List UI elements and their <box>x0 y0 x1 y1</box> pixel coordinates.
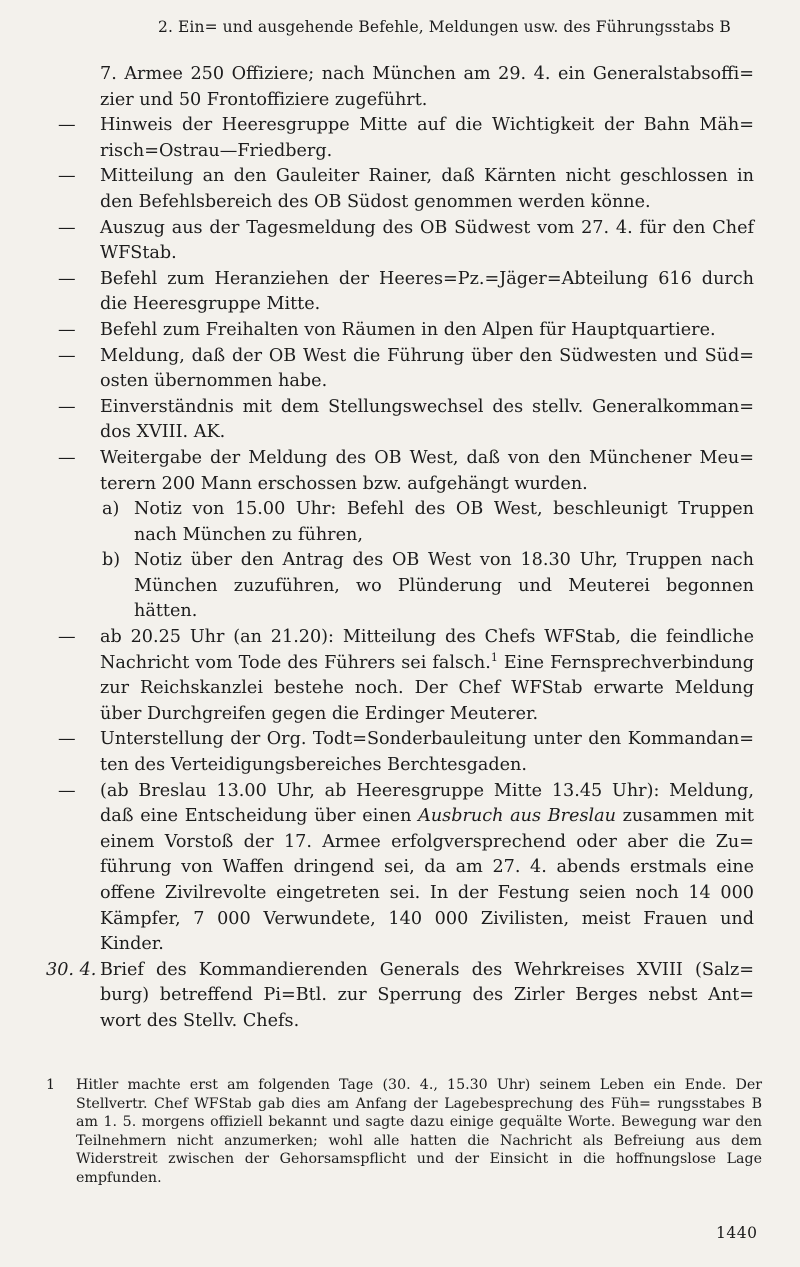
entry-text-cont: Eine Fernsprechverbindung zur Reichskanzlei bestehe noch. Der Chef WFStab erwarte Meldung über Durchgreifen gegen die Erdinger Meuterer. <box>100 652 754 724</box>
subitem-label: a) <box>102 499 120 520</box>
entry-bahn <box>0 113 800 164</box>
running-header: 2. Ein= und ausgehende Befehle, Meldungen usw. des Führungsstabs B <box>158 18 731 36</box>
entry-meuterer <box>0 446 800 497</box>
footnote-section <box>0 1076 800 1188</box>
dash-marker: — <box>58 396 76 417</box>
entry-ob-west-fuehrung <box>0 344 800 395</box>
subitem-text: Notiz von 15.00 Uhr: Befehl des OB West, beschleunigt Truppen nach München zu führen, <box>134 499 754 545</box>
dash-marker: — <box>58 447 76 468</box>
entry-date-30-4 <box>0 958 800 1035</box>
footnote-number: 1 <box>46 1077 56 1093</box>
subitem-b <box>0 548 800 625</box>
entry-org-todt <box>0 727 800 778</box>
dash-marker: — <box>58 217 76 238</box>
entry-text: Mitteilung an den Gauleiter Rainer, daß Kärnten nicht geschlossen in den Befehlsbereich des OB Südost genommen werden könne. <box>100 166 754 212</box>
entry-fuehrer-nachricht <box>0 625 800 727</box>
page-number: 1440 <box>716 1224 758 1242</box>
continuation-text: 7. Armee 250 Offiziere; nach München am 29. 4. ein Generalstabsoffi= zier und 50 Frontoffiziere zugeführt. <box>100 64 754 110</box>
dash-marker: — <box>58 345 76 366</box>
entry-text: Brief des Kommandierenden Generals des Wehrkreises XVIII (Salz= burg) betreffend Pi=Btl. zur Sperrung des Zirler Berges nebst Ant= wort des Stellv. Chefs. <box>100 959 754 1031</box>
subitem-a <box>0 497 800 548</box>
entry-emphasis: Ausbruch aus Breslau <box>418 806 616 827</box>
entry-text: Weitergabe der Meldung des OB West, daß von den Münchener Meu= terern 200 Mann erschossen bzw. aufgehängt wurden. <box>100 447 754 494</box>
entry-stellungswechsel <box>0 395 800 446</box>
subitem-text: Notiz über den Antrag des OB West von 18.30 Uhr, Truppen nach München zuzuführen, wo Plünderung und Meuterei begonnen hätten. <box>134 550 754 622</box>
entry-text: Auszug aus der Tagesmeldung des OB Südwest vom 27. 4. für den Chef WFStab. <box>100 217 754 264</box>
page-body <box>0 62 800 1035</box>
entry-breslau <box>0 779 800 958</box>
entry-text: Befehl zum Heranziehen der Heeres=Pz.=Jäger=Abteilung 616 durch die Heeresgruppe Mitte. <box>100 268 754 315</box>
footnote-text: Hitler machte erst am folgenden Tage (30. 4., 15.30 Uhr) seinem Leben ein Ende. Der Stellvertr. Chef WFStab gab dies am Anfang der Lagebesprechung des Füh= rungsstabes B am 1. 5. morgens offiziell bekannt und sagte dazu einige gequälte Worte. Bewegung war den Teilnehmern nicht anzumerken; wohl alle hatten die Nachricht als Befreiung aus dem Widerstreit zwischen der Gehorsamspflicht und der Einsicht in die hoffnungslose Lage empfunden. <box>76 1077 762 1186</box>
entry-text: Unterstellung der Org. Todt=Sonderbauleitung unter den Kommandan= ten des Verteidigungsbereiches Berchtesgaden. <box>100 729 754 776</box>
subitem-label: b) <box>102 550 121 571</box>
dash-marker: — <box>58 729 76 750</box>
entry-auszug <box>0 216 800 267</box>
dash-marker: — <box>58 319 76 340</box>
dash-marker: — <box>58 268 76 289</box>
dash-marker: — <box>58 166 76 187</box>
footnote-reference[interactable]: 1 <box>490 650 498 664</box>
entry-alpen <box>0 318 800 344</box>
dash-marker: — <box>58 115 76 136</box>
entry-text: Befehl zum Freihalten von Räumen in den Alpen für Hauptquartiere. <box>100 319 716 340</box>
entry-gauleiter <box>0 164 800 215</box>
footnote-1 <box>0 1076 800 1188</box>
dash-marker: — <box>58 627 76 648</box>
entry-text: ab 20.25 Uhr (an 21.20): Mitteilung des Chefs WFStab, die feindliche Nachricht vom Tode des Führers sei falsch. <box>100 627 754 673</box>
entry-text: Meldung, daß der OB West die Führung über den Südwesten und Süd= osten übernommen habe. <box>100 345 754 392</box>
dash-marker: — <box>58 780 76 801</box>
entry-text: Hinweis der Heeresgruppe Mitte auf die Wichtigkeit der Bahn Mäh= risch=Ostrau—Friedberg. <box>100 115 754 161</box>
date-marker: 30. 4. <box>46 959 97 980</box>
entry-text: Einverständnis mit dem Stellungswechsel des stellv. Generalkomman= dos XVIII. AK. <box>100 396 754 443</box>
entry-text: (ab Breslau 13.00 Uhr, ab Heeresgruppe Mitte 13.45 Uhr): Meldung, daß eine Entscheidung über einen <box>100 780 754 827</box>
entry-pz-jaeger <box>0 267 800 318</box>
entry-text-cont: zusammen mit einem Vorstoß der 17. Armee erfolgversprechend oder aber die Zu= führung von Waffen dringend sei, da am 27. 4. abends erstmals eine offene Zivilrevolte eingetreten sei. In der Festung seien noch 14 000 Kämpfer, 7 000 Verwundete, 140 000 Zivilisten, meist Frauen und Kinder. <box>100 806 754 955</box>
